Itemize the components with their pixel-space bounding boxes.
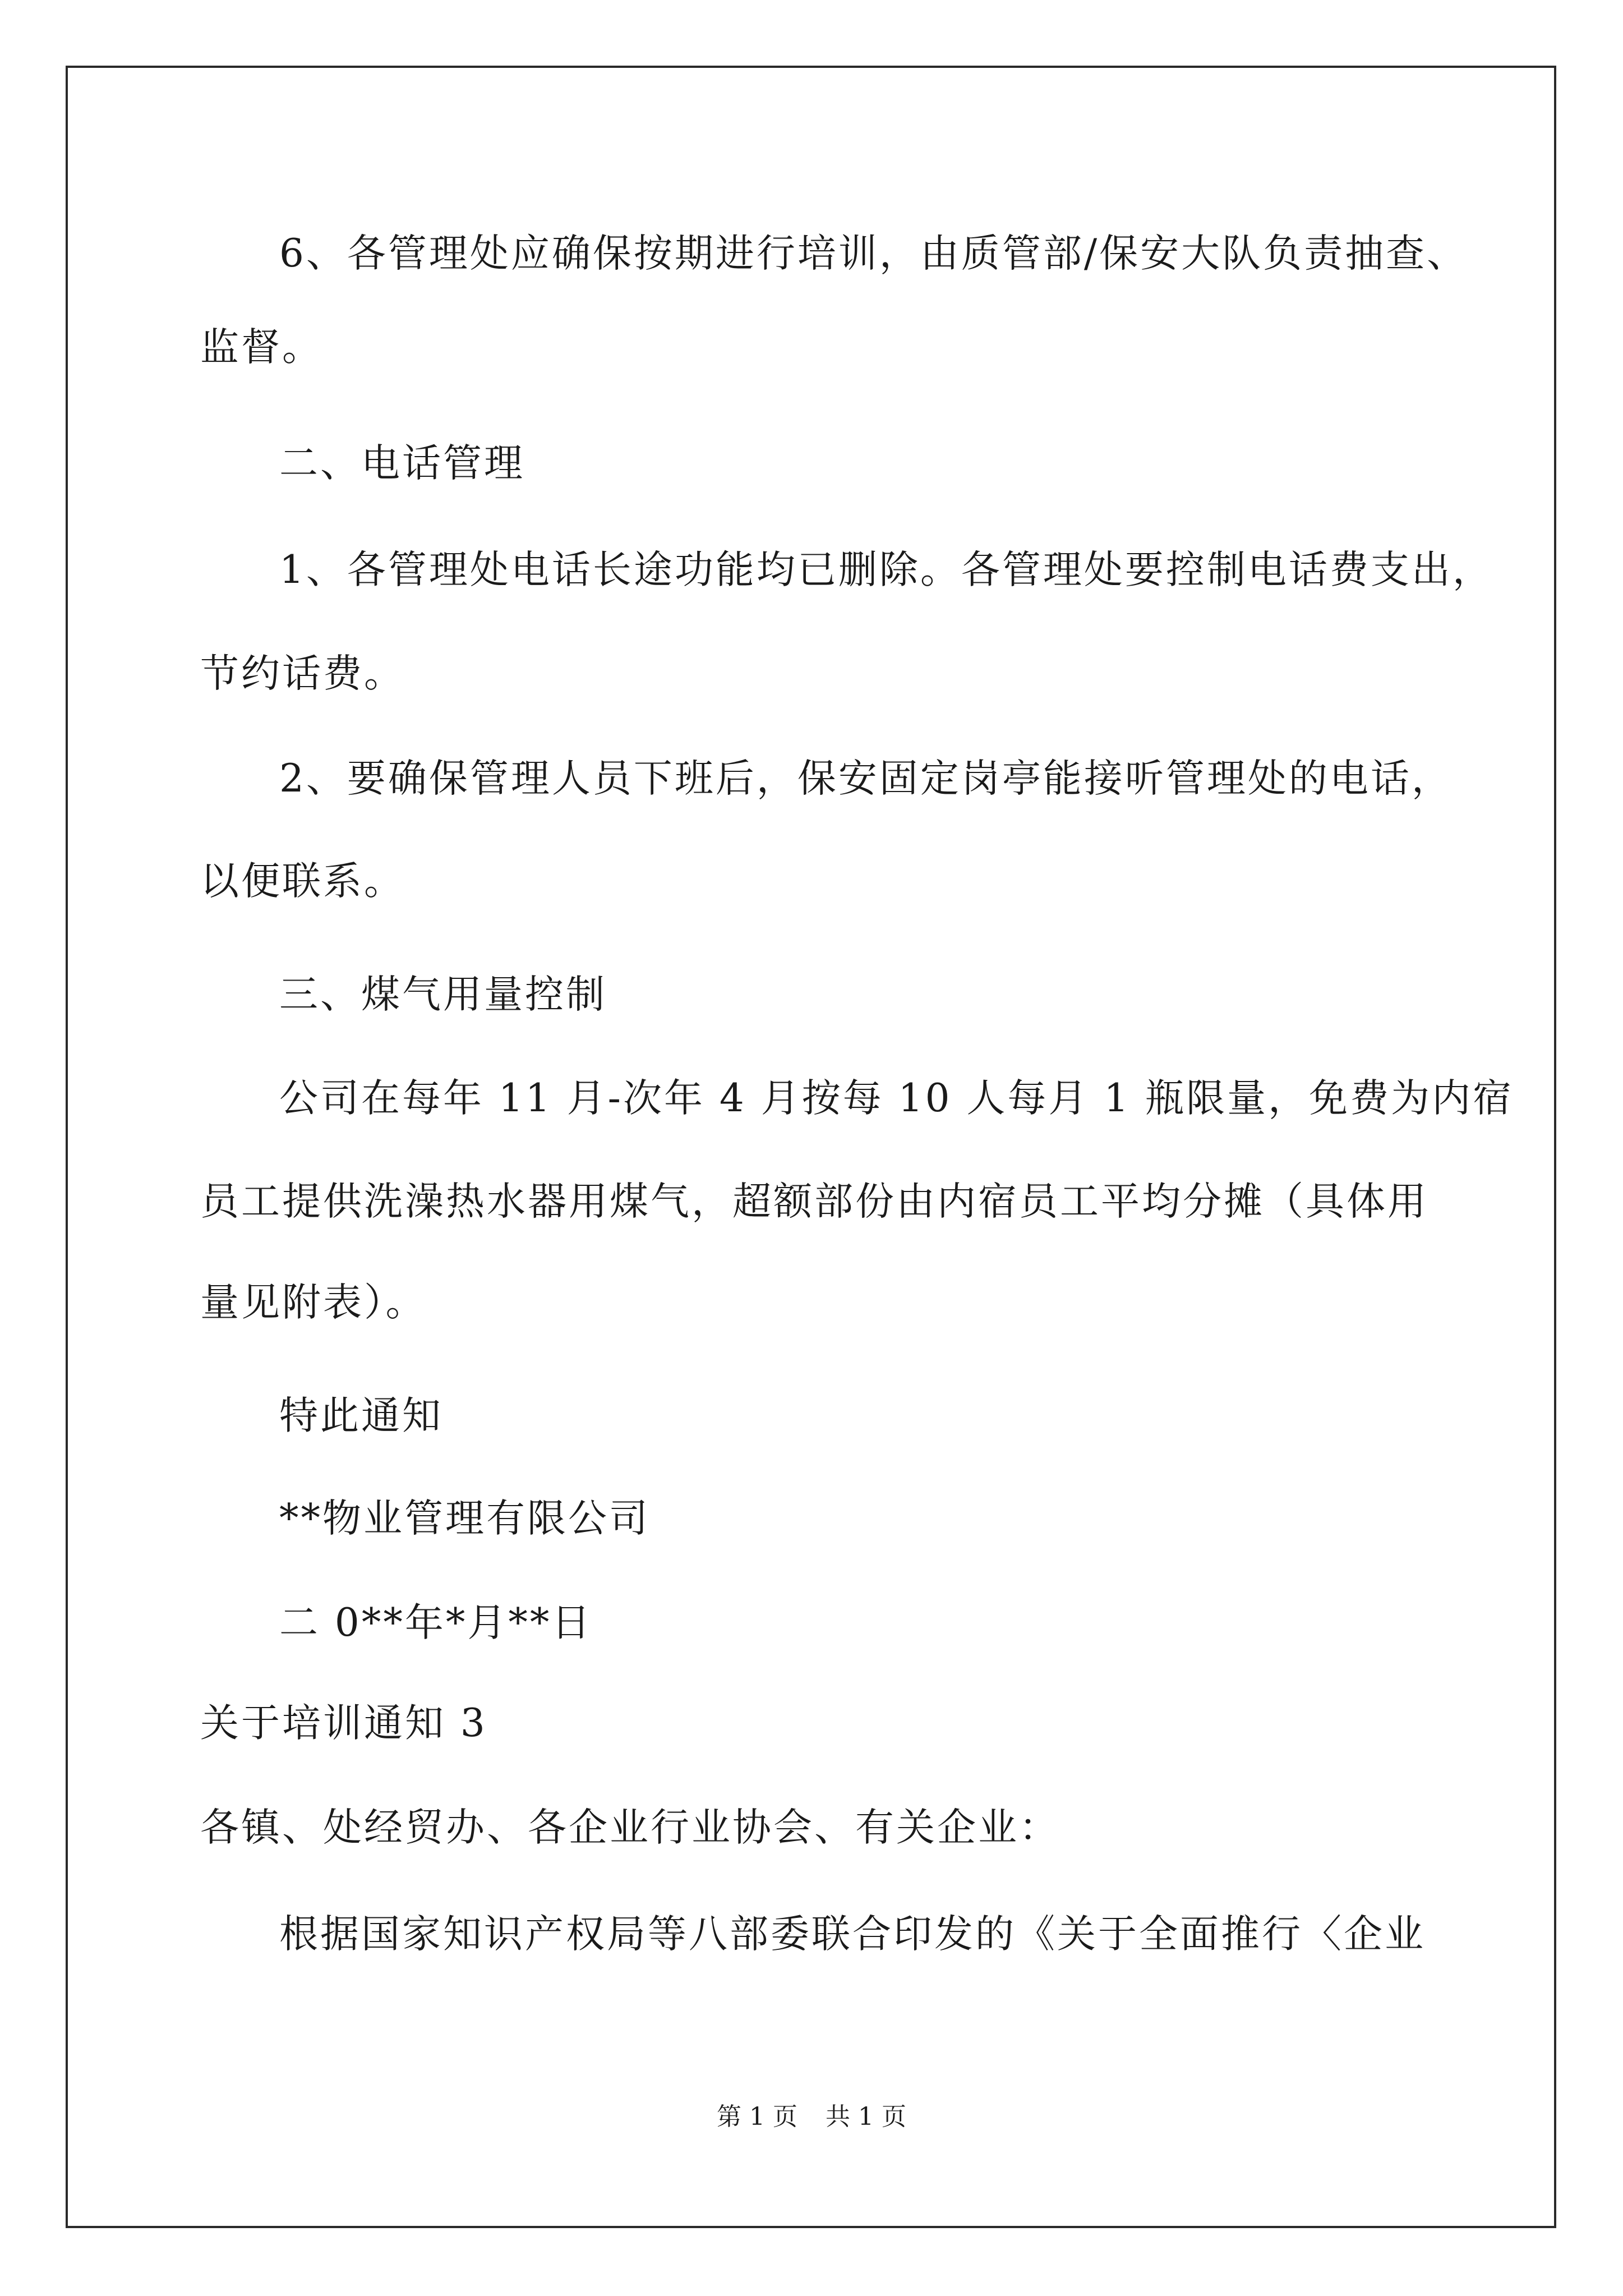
page-number-current: 第 1 页 — [717, 2102, 797, 2131]
section-title-training: 关于培训通知 3 — [200, 1701, 487, 1746]
paragraph-line-11: 量见附表）。 — [200, 1280, 427, 1325]
paragraph-line-5: 节约话费。 — [200, 651, 405, 696]
paragraph-line-2: 监督。 — [200, 325, 323, 370]
page-number-total: 共 1 页 — [826, 2102, 906, 2131]
section-heading-phone: 二、电话管理 — [279, 441, 525, 486]
paragraph-line-9: 公司在每年 11 月-次年 4 月按每 10 人每月 1 瓶限量，免费为内宿 — [279, 1076, 1514, 1121]
paragraph-line-4: 1、各管理处电话长途功能均已删除。各管理处要控制电话费支出， — [279, 547, 1493, 592]
recipients-line: 各镇、处经贸办、各企业行业协会、有关企业： — [200, 1805, 1060, 1850]
notice-closing: 特此通知 — [279, 1393, 443, 1438]
paragraph-line-6: 2、要确保管理人员下班后，保安固定岗亭能接听管理处的电话， — [279, 756, 1453, 801]
paragraph-line-1: 6、各管理处应确保按期进行培训，由质管部/保安大队负责抽查、 — [279, 231, 1468, 276]
paragraph-line-17: 根据国家知识产权局等八部委联合印发的《关于全面推行〈企业 — [279, 1912, 1426, 1957]
notice-date: 二 0**年*月**日 — [279, 1600, 593, 1645]
page-footer — [0, 2100, 1623, 2134]
page-border — [66, 66, 1556, 2228]
paragraph-line-7: 以便联系。 — [200, 859, 405, 904]
company-name: **物业管理有限公司 — [279, 1496, 650, 1541]
section-heading-gas: 三、煤气用量控制 — [279, 972, 607, 1017]
paragraph-line-10: 员工提供洗澡热水器用煤气，超额部份由内宿员工平均分摊（具体用 — [200, 1179, 1428, 1224]
